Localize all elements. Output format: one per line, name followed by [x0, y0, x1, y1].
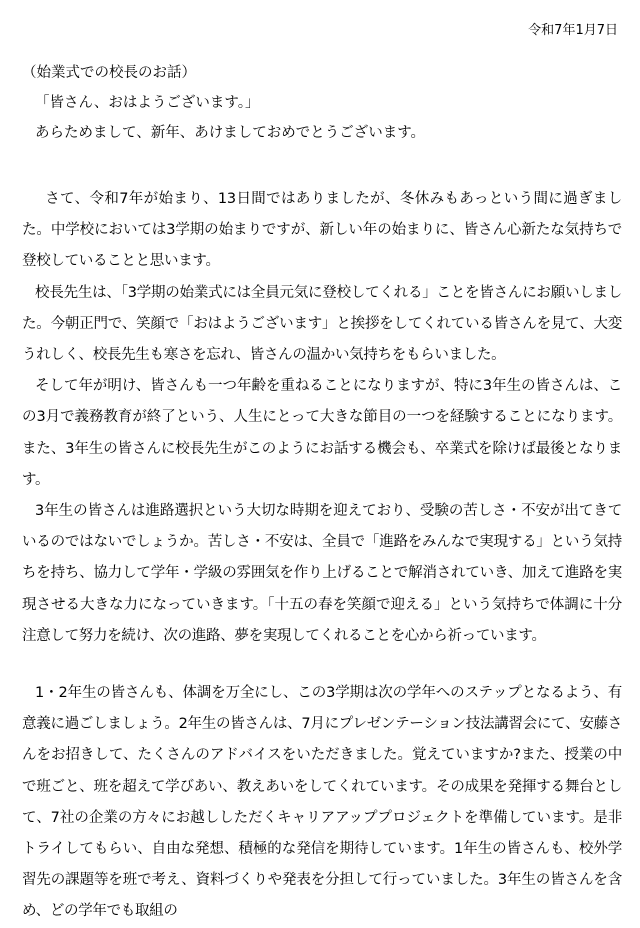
paragraph-5: 1・2年生の皆さんも、体調を万全にし、この3学期は次の学年へのステップとなるよう、有意義に過ごしましょう。2年生の皆さんは、7月にプレゼンテーション技法講習会にて、安藤さんをお招きして、たくさんのアドバイスをいただきました。覚えていますか?また、授業の中で班ごと、班を超えて学びあい、教えあいをしてくれています。その成果を発揮する舞台として、7社の企業の方々にお越ししただくキャリアアッププロジェクトを準備しています。是非トライしてもらい、自由な発想、積極的な発信を期待しています。1年生の皆さんも、校外学習先の課題等を班で考え、資料づくりや発表を分担して行っていました。3年生の皆さんを含め、どの学年でも取組の	[22, 685, 622, 920]
paragraph-2: 校長先生は、「3学期の始業式には全員元気に登校してくれる」ことを皆さんにお願いしました。今朝正門で、笑顔で「おはようございます」と挨拶をしてくれている皆さんを見て、大変うれしく、校長先生も寒さを忘れ、皆さんの温かい気持ちをもらいました。	[22, 284, 622, 364]
intro-section	[22, 58, 622, 148]
document-date: 令和7年1月7日	[528, 23, 618, 38]
second-body	[22, 678, 622, 928]
paragraph-4: 3年生の皆さんは進路選択という大切な時期を迎えており、受験の苦しさ・不安が出てきているのではないでしょうか。苦しさ・不安は、全員で「進路をみんなで実現する」という気持ちを持ち、協力して学年・学級の雰囲気を作り上げることで解消されていき、加えて進路を実現させる大きな力になっていきます。「十五の春を笑顔で迎える」という気持ちで体調に十分注意して努力を続け、次の進路、夢を実現してくれることを心から祈っています。	[22, 503, 622, 644]
greeting-line-1: 「皆さん、おはようございます。」	[35, 95, 260, 111]
speech-heading: （始業式での校長のお話）	[22, 65, 196, 81]
paragraph-1: さて、令和7年が始まり、13日間ではありましたが、冬休みもあっという間に過ぎました。中学校においては3学期の始まりですが、新しい年の始まりに、皆さん心新たな気持ちで登校していることと思います。	[22, 191, 622, 270]
paragraph-3: そして年が明け、皆さんも一つ年齢を重ねることになりますが、特に3年生の皆さんは、この3月で義務教育が終了という、人生にとって大きな節目の一つを経験することになります。また、3年生の皆さんに校長先生がこのようにお話する機会も、卒業式を除けば最後となります。	[22, 378, 622, 488]
main-body	[22, 184, 622, 652]
greeting-line-2: あらためまして、新年、あけましておめでとうございます。	[35, 125, 426, 141]
